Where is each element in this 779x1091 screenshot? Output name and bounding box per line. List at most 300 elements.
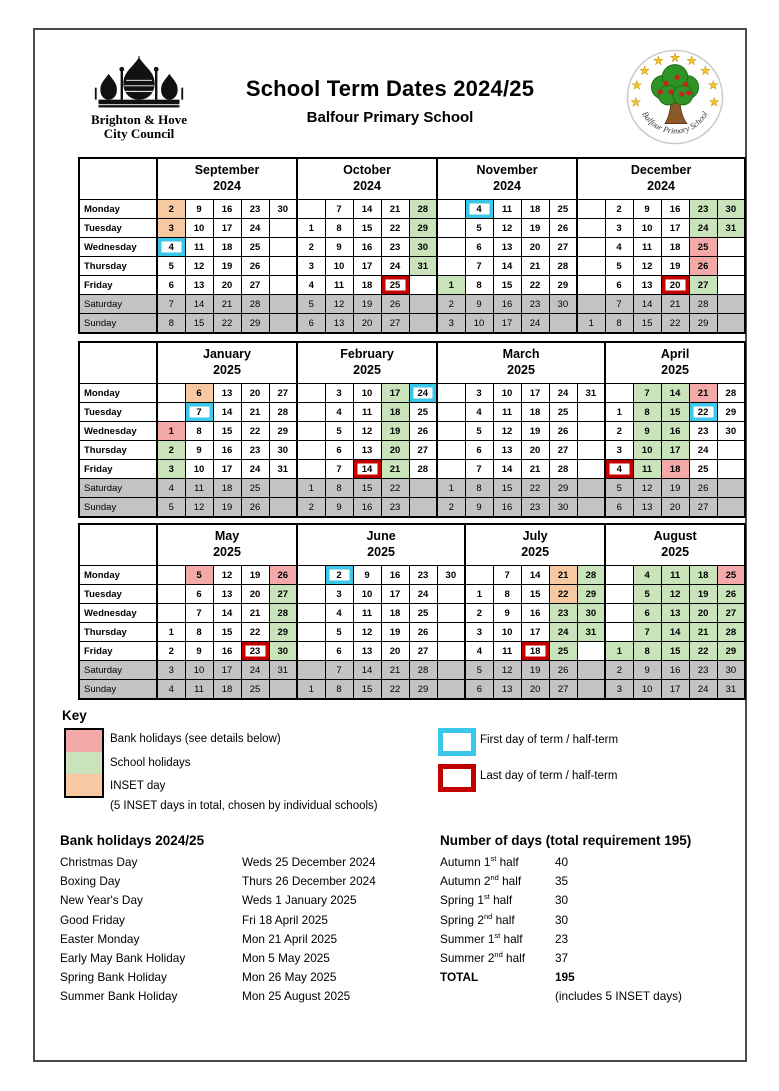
day-cell: 23 <box>241 441 269 460</box>
day-cell: 29 <box>549 479 577 498</box>
day-cell: 9 <box>325 238 353 257</box>
day-cell: 22 <box>381 219 409 238</box>
day-cell <box>269 257 297 276</box>
day-cell: 29 <box>689 314 717 334</box>
day-cell: 6 <box>633 604 661 623</box>
day-cell: 5 <box>465 661 493 680</box>
day-cell: 26 <box>549 661 577 680</box>
day-cell: 3 <box>465 623 493 642</box>
day-cell: 17 <box>213 661 241 680</box>
day-cell: 16 <box>661 422 689 441</box>
day-cell: 11 <box>185 479 213 498</box>
term-days-label: Summer 2nd half <box>440 950 526 966</box>
day-cell: 10 <box>633 219 661 238</box>
day-cell <box>577 257 605 276</box>
day-cell: 7 <box>633 384 661 403</box>
page-subtitle: Balfour Primary School <box>306 109 474 126</box>
term-days-label: Summer 1st half <box>440 930 523 946</box>
day-cell <box>437 623 465 642</box>
day-cell: 7 <box>465 257 493 276</box>
day-cell: 28 <box>549 257 577 276</box>
day-cell: 9 <box>353 566 381 585</box>
day-cell: 29 <box>269 623 297 642</box>
council-logo <box>84 56 194 142</box>
day-cell: 28 <box>717 623 745 642</box>
day-cell: 31 <box>269 661 297 680</box>
term-days-row <box>440 872 740 891</box>
day-cell: 3 <box>157 219 185 238</box>
day-cell <box>409 295 437 314</box>
calendar-row-tuesday <box>79 585 745 604</box>
day-label: Sunday <box>79 314 157 334</box>
day-cell: 8 <box>465 276 493 295</box>
bank-holiday-row <box>60 987 430 1006</box>
day-cell <box>577 441 605 460</box>
day-cell: 17 <box>381 384 409 403</box>
day-cell: 16 <box>661 661 689 680</box>
day-cell <box>437 219 465 238</box>
month-header-june: June 2025 <box>297 524 465 566</box>
day-cell <box>297 403 325 422</box>
month-header-november: November 2024 <box>437 158 577 200</box>
day-cell <box>577 276 605 295</box>
day-cell: 29 <box>409 219 437 238</box>
day-cell: 31 <box>577 623 605 642</box>
day-cell: 17 <box>213 460 241 479</box>
day-cell: 30 <box>549 295 577 314</box>
day-label: Thursday <box>79 257 157 276</box>
day-cell: 6 <box>465 680 493 700</box>
day-cell <box>549 314 577 334</box>
day-cell <box>437 384 465 403</box>
day-cell: 30 <box>269 642 297 661</box>
total-value: 195 <box>555 970 575 985</box>
day-cell: 20 <box>661 276 689 295</box>
day-cell: 10 <box>185 219 213 238</box>
bank-holiday-row <box>60 968 430 987</box>
svg-text:★: ★ <box>707 78 719 93</box>
day-cell: 13 <box>325 314 353 334</box>
day-cell <box>409 479 437 498</box>
day-cell: 10 <box>353 384 381 403</box>
day-cell: 22 <box>241 422 269 441</box>
day-cell: 28 <box>689 295 717 314</box>
day-cell <box>157 604 185 623</box>
day-cell: 25 <box>717 566 745 585</box>
day-cell: 29 <box>577 585 605 604</box>
day-cell <box>157 403 185 422</box>
day-cell: 27 <box>409 642 437 661</box>
day-cell: 2 <box>297 238 325 257</box>
day-cell: 2 <box>297 498 325 518</box>
day-cell: 19 <box>213 498 241 518</box>
bank-holidays-section <box>60 833 430 1007</box>
bank-holidays-list <box>60 853 430 1007</box>
day-cell: 8 <box>325 680 353 700</box>
day-cell <box>409 314 437 334</box>
day-cell: 27 <box>269 585 297 604</box>
day-cell: 29 <box>549 276 577 295</box>
day-cell: 24 <box>549 623 577 642</box>
day-cell: 28 <box>241 295 269 314</box>
day-cell: 12 <box>353 422 381 441</box>
bank-holiday-name: New Year's Day <box>60 893 143 908</box>
day-cell: 28 <box>409 460 437 479</box>
school-logo <box>626 48 724 146</box>
total-row <box>440 968 740 987</box>
day-cell <box>437 403 465 422</box>
day-cell: 5 <box>157 498 185 518</box>
calendar-row-monday <box>79 566 745 585</box>
day-cell: 6 <box>605 276 633 295</box>
day-cell: 2 <box>157 642 185 661</box>
day-cell: 16 <box>661 200 689 219</box>
day-cell: 3 <box>605 680 633 700</box>
bank-holiday-name: Easter Monday <box>60 931 140 946</box>
day-cell: 31 <box>717 219 745 238</box>
day-cell: 13 <box>493 441 521 460</box>
day-label: Wednesday <box>79 238 157 257</box>
day-cell: 5 <box>185 566 213 585</box>
day-cell <box>437 441 465 460</box>
day-cell: 14 <box>353 460 381 479</box>
key-label-inset: INSET day <box>110 780 166 792</box>
bank-holiday-name: Good Friday <box>60 912 125 927</box>
calendar-autumn-terms <box>78 157 746 334</box>
day-cell: 12 <box>633 479 661 498</box>
day-cell: 13 <box>353 642 381 661</box>
term-days-label: Spring 2nd half <box>440 911 515 927</box>
day-cell <box>297 623 325 642</box>
number-of-days-heading: Number of days (total requirement 195) <box>440 833 692 848</box>
day-cell <box>577 403 605 422</box>
month-header-january: January 2025 <box>157 342 297 384</box>
day-cell: 23 <box>521 498 549 518</box>
day-cell: 15 <box>213 422 241 441</box>
bank-holiday-row <box>60 872 430 891</box>
day-cell: 20 <box>521 441 549 460</box>
day-cell: 14 <box>521 566 549 585</box>
day-cell <box>605 384 633 403</box>
day-cell: 11 <box>353 604 381 623</box>
day-cell: 18 <box>213 680 241 700</box>
bank-holiday-name: Summer Bank Holiday <box>60 989 178 1004</box>
day-cell: 1 <box>157 422 185 441</box>
day-cell: 1 <box>605 403 633 422</box>
day-cell: 23 <box>689 422 717 441</box>
day-cell: 1 <box>605 642 633 661</box>
day-cell: 27 <box>549 238 577 257</box>
bank-holiday-name: Spring Bank Holiday <box>60 970 167 985</box>
day-cell <box>717 238 745 257</box>
calendar-row-friday <box>79 642 745 661</box>
day-cell: 26 <box>717 585 745 604</box>
day-label: Wednesday <box>79 422 157 441</box>
calendar-row-monday <box>79 384 745 403</box>
day-cell <box>437 642 465 661</box>
day-cell <box>605 623 633 642</box>
day-cell: 7 <box>185 604 213 623</box>
month-header-march: March 2025 <box>437 342 605 384</box>
day-cell: 23 <box>241 642 269 661</box>
day-cell: 24 <box>241 460 269 479</box>
day-cell: 27 <box>689 276 717 295</box>
day-cell <box>437 680 465 700</box>
day-cell: 4 <box>605 238 633 257</box>
day-cell: 16 <box>381 566 409 585</box>
day-cell: 4 <box>465 642 493 661</box>
day-cell: 24 <box>241 219 269 238</box>
day-cell <box>577 498 605 518</box>
day-cell <box>577 479 605 498</box>
day-cell <box>437 200 465 219</box>
day-cell: 7 <box>325 661 353 680</box>
day-cell: 8 <box>493 585 521 604</box>
day-cell: 5 <box>157 257 185 276</box>
day-cell: 14 <box>633 295 661 314</box>
day-label: Monday <box>79 566 157 585</box>
day-cell: 30 <box>269 200 297 219</box>
day-cell: 18 <box>213 238 241 257</box>
day-cell: 3 <box>325 384 353 403</box>
day-cell: 15 <box>353 680 381 700</box>
day-cell: 16 <box>213 200 241 219</box>
day-cell: 4 <box>325 403 353 422</box>
day-cell: 22 <box>689 403 717 422</box>
day-cell: 13 <box>185 276 213 295</box>
day-cell: 11 <box>353 403 381 422</box>
day-cell: 25 <box>241 238 269 257</box>
page-title: School Term Dates 2024/25 <box>245 76 535 101</box>
calendar-row-sunday <box>79 314 745 334</box>
day-cell: 3 <box>157 661 185 680</box>
day-cell: 17 <box>213 219 241 238</box>
day-cell: 17 <box>661 680 689 700</box>
term-days-row <box>440 930 740 949</box>
day-cell <box>297 200 325 219</box>
day-cell: 28 <box>577 566 605 585</box>
day-cell <box>269 238 297 257</box>
last-day-marker-label: Last day of term / half-term <box>480 770 618 782</box>
calendar-corner-cell <box>79 158 157 200</box>
day-cell: 30 <box>577 604 605 623</box>
day-cell: 15 <box>493 479 521 498</box>
calendar-spring-terms <box>78 341 746 518</box>
key-swatch-column <box>64 728 104 798</box>
day-cell: 23 <box>689 200 717 219</box>
day-cell: 14 <box>353 661 381 680</box>
day-cell: 12 <box>493 422 521 441</box>
day-cell: 12 <box>493 219 521 238</box>
day-cell: 23 <box>549 604 577 623</box>
svg-text:★: ★ <box>708 94 720 109</box>
day-cell: 26 <box>409 623 437 642</box>
day-cell: 11 <box>185 680 213 700</box>
day-cell: 16 <box>213 642 241 661</box>
day-cell: 8 <box>325 219 353 238</box>
day-cell: 13 <box>213 585 241 604</box>
day-cell: 23 <box>521 295 549 314</box>
day-cell: 18 <box>213 479 241 498</box>
day-cell: 19 <box>381 422 409 441</box>
calendar-row-sunday <box>79 498 745 518</box>
day-cell: 9 <box>465 498 493 518</box>
bank-holiday-date: Mon 21 April 2025 <box>242 931 338 946</box>
day-cell: 28 <box>409 200 437 219</box>
day-cell <box>269 295 297 314</box>
svg-text:★: ★ <box>630 94 642 109</box>
day-cell: 10 <box>185 661 213 680</box>
day-cell: 22 <box>549 585 577 604</box>
day-cell: 3 <box>325 585 353 604</box>
day-cell: 30 <box>717 422 745 441</box>
day-cell: 23 <box>381 498 409 518</box>
day-cell: 6 <box>297 314 325 334</box>
day-cell: 24 <box>689 680 717 700</box>
day-cell: 31 <box>577 384 605 403</box>
day-cell <box>437 238 465 257</box>
day-cell: 27 <box>381 314 409 334</box>
day-cell: 21 <box>549 566 577 585</box>
day-cell: 16 <box>353 238 381 257</box>
day-cell: 9 <box>185 642 213 661</box>
day-cell: 25 <box>241 680 269 700</box>
day-cell: 20 <box>241 384 269 403</box>
day-cell: 28 <box>717 384 745 403</box>
month-header-august: August 2025 <box>605 524 745 566</box>
term-days-value: 23 <box>555 931 569 946</box>
day-cell <box>577 200 605 219</box>
day-cell: 30 <box>269 441 297 460</box>
day-cell: 3 <box>437 314 465 334</box>
day-cell: 20 <box>241 585 269 604</box>
day-cell <box>717 479 745 498</box>
day-cell: 21 <box>689 623 717 642</box>
inset-day-swatch <box>66 774 102 796</box>
day-cell: 19 <box>213 257 241 276</box>
day-cell: 15 <box>521 585 549 604</box>
day-cell: 1 <box>437 479 465 498</box>
day-cell: 14 <box>213 604 241 623</box>
day-cell: 17 <box>661 441 689 460</box>
term-days-label: Autumn 2nd half <box>440 873 522 889</box>
bank-holiday-row <box>60 911 430 930</box>
day-cell: 21 <box>381 200 409 219</box>
day-cell <box>157 585 185 604</box>
day-cell: 25 <box>549 403 577 422</box>
term-calendar-table-3 <box>78 523 746 700</box>
day-cell: 5 <box>605 479 633 498</box>
day-cell: 14 <box>185 295 213 314</box>
day-label: Saturday <box>79 295 157 314</box>
day-cell: 21 <box>521 460 549 479</box>
day-cell: 13 <box>633 498 661 518</box>
school-holiday-swatch <box>66 752 102 774</box>
term-days-value: 37 <box>555 951 569 966</box>
day-cell: 10 <box>493 384 521 403</box>
day-cell: 2 <box>605 661 633 680</box>
day-cell: 2 <box>437 295 465 314</box>
day-cell: 7 <box>325 200 353 219</box>
day-cell: 25 <box>549 200 577 219</box>
key-label-bank: Bank holidays (see details below) <box>110 733 281 745</box>
day-cell: 10 <box>185 460 213 479</box>
day-cell: 20 <box>521 238 549 257</box>
day-cell: 27 <box>549 680 577 700</box>
day-cell: 6 <box>605 498 633 518</box>
day-cell <box>717 276 745 295</box>
day-cell <box>605 604 633 623</box>
day-cell <box>297 460 325 479</box>
day-cell: 18 <box>381 604 409 623</box>
day-cell: 10 <box>633 441 661 460</box>
bank-holiday-date: Weds 25 December 2024 <box>242 855 376 869</box>
day-cell: 12 <box>185 498 213 518</box>
day-cell <box>437 422 465 441</box>
day-cell: 4 <box>157 238 185 257</box>
day-cell: 18 <box>353 276 381 295</box>
day-cell: 16 <box>353 498 381 518</box>
first-day-marker-swatch <box>438 728 476 756</box>
day-cell: 13 <box>633 276 661 295</box>
day-cell: 1 <box>465 585 493 604</box>
day-cell: 21 <box>241 403 269 422</box>
day-cell: 23 <box>381 238 409 257</box>
day-cell: 19 <box>241 566 269 585</box>
day-cell: 13 <box>661 604 689 623</box>
bank-holiday-date: Fri 18 April 2025 <box>242 912 328 927</box>
key-labels <box>110 728 281 799</box>
day-cell: 1 <box>297 219 325 238</box>
day-cell: 13 <box>213 384 241 403</box>
day-cell: 1 <box>577 314 605 334</box>
day-cell: 5 <box>465 219 493 238</box>
day-cell: 25 <box>381 276 409 295</box>
day-cell <box>577 460 605 479</box>
day-label: Friday <box>79 276 157 295</box>
bank-holiday-name: Early May Bank Holiday <box>60 951 186 966</box>
calendar-row-sunday <box>79 680 745 700</box>
day-cell: 9 <box>185 200 213 219</box>
day-cell <box>297 422 325 441</box>
day-cell <box>437 257 465 276</box>
day-cell: 1 <box>437 276 465 295</box>
day-cell: 12 <box>353 623 381 642</box>
day-cell: 6 <box>465 238 493 257</box>
day-label: Friday <box>79 460 157 479</box>
day-cell: 5 <box>605 257 633 276</box>
day-cell <box>297 384 325 403</box>
day-cell <box>297 642 325 661</box>
day-cell: 6 <box>325 642 353 661</box>
day-cell: 21 <box>241 604 269 623</box>
day-cell: 26 <box>241 498 269 518</box>
day-cell: 19 <box>689 585 717 604</box>
day-label: Saturday <box>79 661 157 680</box>
first-day-marker-label: First day of term / half-term <box>480 734 619 746</box>
day-cell: 6 <box>157 276 185 295</box>
day-cell: 16 <box>213 441 241 460</box>
day-cell: 6 <box>185 585 213 604</box>
term-days-row <box>440 949 740 968</box>
day-cell: 30 <box>549 498 577 518</box>
day-cell: 3 <box>297 257 325 276</box>
day-cell <box>577 642 605 661</box>
day-cell: 18 <box>661 238 689 257</box>
month-header-september: September 2024 <box>157 158 297 200</box>
day-cell: 15 <box>353 219 381 238</box>
svg-text:★: ★ <box>653 53 664 68</box>
